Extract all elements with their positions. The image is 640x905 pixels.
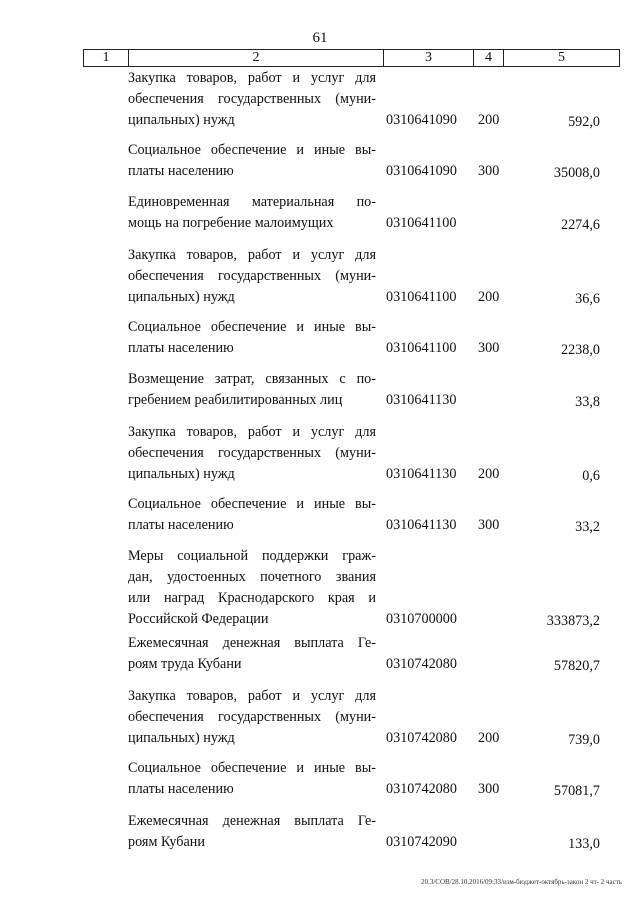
- description-line: Закупка товаров, работ и услуг для: [128, 247, 376, 263]
- row-expense-type: 300: [478, 340, 500, 356]
- description-line: Закупка товаров, работ и услуг для: [128, 70, 376, 86]
- row-amount: 35008,0: [553, 165, 600, 181]
- description-line: ципальных) нужд: [128, 730, 235, 746]
- description-line: дан, удостоенных почетного звания: [128, 569, 376, 585]
- row-code: 0310742080: [386, 730, 457, 746]
- description-line: платы населению: [128, 163, 234, 179]
- row-code: 0310641090: [386, 112, 457, 128]
- description-line: Социальное обеспечение и иные вы-: [128, 496, 376, 512]
- row-description: [128, 633, 376, 675]
- row-code: 0310742090: [386, 834, 457, 850]
- row-expense-type: 200: [478, 730, 500, 746]
- description-line: обеспечения государственных (муни-: [128, 268, 376, 284]
- row-code: 0310641130: [386, 466, 457, 482]
- description-line: платы населению: [128, 781, 234, 797]
- row-amount: 739,0: [568, 732, 600, 748]
- row-description: [128, 192, 376, 234]
- row-amount: 333873,2: [546, 613, 600, 629]
- row-amount: 33,8: [575, 394, 600, 410]
- row-code: 0310641090: [386, 163, 457, 179]
- description-line: обеспечения государственных (муни-: [128, 91, 376, 107]
- header-col-2: 2: [129, 50, 384, 66]
- row-description: [128, 686, 376, 749]
- row-description: [128, 369, 376, 411]
- row-expense-type: 200: [478, 112, 500, 128]
- row-code: 0310641100: [386, 289, 457, 305]
- description-line: платы населению: [128, 340, 234, 356]
- description-line: обеспечения государственных (муни-: [128, 709, 376, 725]
- description-line: платы населению: [128, 517, 234, 533]
- description-line: Ежемесячная денежная выплата Ге-: [128, 635, 376, 651]
- row-amount: 36,6: [575, 291, 600, 307]
- description-line: Возмещение затрат, связанных с по-: [128, 371, 376, 387]
- row-expense-type: 200: [478, 289, 500, 305]
- row-description: [128, 811, 376, 853]
- row-amount: 0,6: [582, 468, 600, 484]
- row-description: [128, 758, 376, 800]
- row-amount: 2274,6: [560, 217, 600, 233]
- row-description: [128, 68, 376, 131]
- row-expense-type: 300: [478, 781, 500, 797]
- description-line: Российской Федерации: [128, 611, 269, 627]
- header-col-5: 5: [558, 50, 565, 65]
- description-line: Закупка товаров, работ и услуг для: [128, 424, 376, 440]
- page-number: 61: [312, 30, 328, 46]
- row-description: [128, 317, 376, 359]
- description-line: Единовременная материальная по-: [128, 194, 376, 210]
- footer-stamp: 20.3/СОВ/28.10.2016/09:33/изм-бюджет-октябрь-закон 2 чт- 2 часть: [421, 878, 622, 886]
- row-amount: 592,0: [568, 114, 600, 130]
- description-line: Ежемесячная денежная выплата Ге-: [128, 813, 376, 829]
- row-amount: 33,2: [575, 519, 600, 535]
- description-line: Социальное обеспечение и иные вы-: [128, 319, 376, 335]
- description-line: Социальное обеспечение и иные вы-: [128, 760, 376, 776]
- row-description: [128, 494, 376, 536]
- row-description: [128, 245, 376, 308]
- row-code: 0310641130: [386, 517, 457, 533]
- header-col-3: 3: [384, 50, 474, 66]
- row-code: 0310641100: [386, 215, 457, 231]
- description-line: роям Кубани: [128, 834, 205, 850]
- description-line: Меры социальной поддержки граж-: [128, 548, 376, 564]
- row-code: 0310641100: [386, 340, 457, 356]
- row-amount: 57081,7: [553, 783, 600, 799]
- header-col-1: 1: [84, 50, 129, 66]
- description-line: ципальных) нужд: [128, 112, 235, 128]
- row-code: 0310700000: [386, 611, 457, 627]
- description-line: ципальных) нужд: [128, 466, 235, 482]
- row-expense-type: 300: [478, 517, 500, 533]
- description-line: Социальное обеспечение и иные вы-: [128, 142, 376, 158]
- row-code: 0310742080: [386, 656, 457, 672]
- row-code: 0310641130: [386, 392, 457, 408]
- row-amount: 2238,0: [560, 342, 600, 358]
- description-line: роям труда Кубани: [128, 656, 242, 672]
- header-col-4: 4: [474, 50, 504, 66]
- description-line: ципальных) нужд: [128, 289, 235, 305]
- row-expense-type: 300: [478, 163, 500, 179]
- description-line: обеспечения государственных (муни-: [128, 445, 376, 461]
- row-description: [128, 140, 376, 182]
- row-amount: 133,0: [568, 836, 600, 852]
- row-code: 0310742080: [386, 781, 457, 797]
- row-description: [128, 546, 376, 630]
- description-line: Закупка товаров, работ и услуг для: [128, 688, 376, 704]
- row-amount: 57820,7: [553, 658, 600, 674]
- row-expense-type: 200: [478, 466, 500, 482]
- description-line: или наград Краснодарского края и: [128, 590, 376, 606]
- description-line: гребением реабилитированных лиц: [128, 392, 343, 408]
- row-description: [128, 422, 376, 485]
- description-line: мощь на погребение малоимущих: [128, 215, 334, 231]
